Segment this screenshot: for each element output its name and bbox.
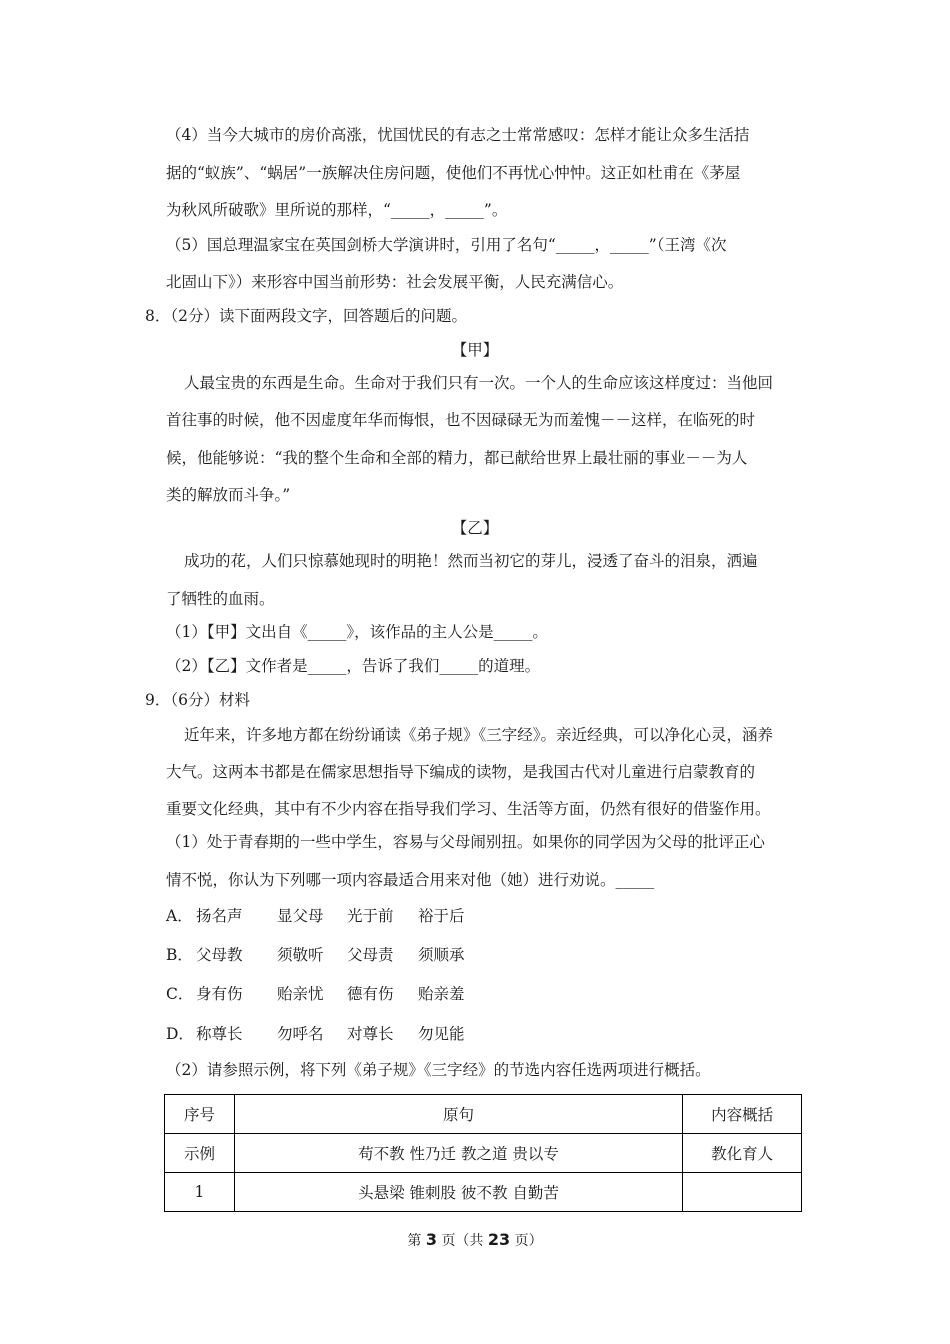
option-letter: B． [166, 946, 193, 964]
option-phrase: 身有伤 [196, 985, 243, 1003]
option-phrase: 勿呼名 [277, 1025, 324, 1043]
footer-page-number: 3 [425, 1230, 437, 1249]
option-phrase: 对尊长 [347, 1025, 394, 1043]
table-row [165, 1134, 802, 1173]
option-phrase: 裕于后 [418, 907, 465, 925]
option-phrase: 贻亲忧 [277, 985, 324, 1003]
option-phrase: 德有伤 [347, 985, 394, 1003]
q8-jia-title: 【甲】 [451, 341, 499, 359]
option-letter: C． [166, 985, 194, 1003]
page-footer [0, 1230, 950, 1250]
q7-sub4-line2: 据的“蚁族”、“蜗居”一族解决住房问题，使他们不再忧心忡忡。这正如杜甫在《茅屋 [166, 164, 741, 182]
footer-text: 页） [514, 1233, 543, 1249]
q9-sub1-line2: 情不悦，你认为下列哪一项内容最适合用来对他（她）进行劝说。_____ [166, 871, 655, 889]
q9-material-line3: 重要文化经典，其中有不少内容在指导我们学习、生活等方面，仍然有很好的借鉴作用。 [166, 800, 771, 818]
q7-sub5-line1: （5）国总理温家宝在英国剑桥大学演讲时，引用了名句“_____，_____”（王湾《次 [166, 236, 727, 254]
option-phrase: 扬名声 [196, 907, 243, 925]
option-phrase: 父母责 [347, 946, 394, 964]
q9-sub1-line1: （1）处于青春期的一些中学生，容易与父母闹别扭。如果你的同学因为父母的批评正心 [166, 833, 765, 851]
footer-total-pages: 23 [487, 1230, 511, 1249]
q8-yi-line1: 成功的花，人们只惊慕她现时的明艳！然而当初它的芽儿，浸透了奋斗的泪泉，洒遍 [184, 552, 758, 570]
footer-text: 第 [407, 1233, 422, 1249]
q8-jia-line4: 类的解放而斗争。” [166, 486, 291, 504]
q9-stem: 9．（6分）材料 [145, 691, 250, 709]
q8-jia-line1: 人最宝贵的东西是生命。生命对于我们只有一次。一个人的生命应该这样度过：当他回 [184, 374, 774, 392]
q9-sub2: （2）请参照示例，将下列《弟子规》《三字经》的节选内容任选两项进行概括。 [166, 1061, 711, 1079]
option-phrase: 显父母 [277, 907, 324, 925]
option-phrase: 须敬听 [277, 946, 324, 964]
table-header-row [165, 1095, 802, 1134]
table-row [165, 1173, 802, 1212]
q8-jia-line2: 首往事的时候，他不因虚度年华而悔恨，也不因碌碌无为而羞愧－－这样，在临死的时 [166, 411, 756, 429]
summary-table [164, 1094, 802, 1212]
option-phrase: 勿见能 [418, 1025, 465, 1043]
table-cell: 苟不教 性乃迁 教之道 贵以专 [234, 1134, 682, 1173]
q8-yi-title: 【乙】 [451, 519, 499, 537]
q8-yi-line2: 了牺牲的血雨。 [166, 590, 275, 608]
table-cell: 教化育人 [683, 1134, 802, 1173]
q8-sub2: （2）【乙】文作者是_____，告诉了我们_____的道理。 [166, 657, 541, 675]
option-letter: D． [166, 1025, 194, 1043]
option-phrase: 称尊长 [196, 1025, 243, 1043]
q7-sub5-line2: 北固山下》）来形容中国当前形势：社会发展平衡，人民充满信心。 [166, 273, 624, 291]
option-letter: A． [166, 907, 193, 925]
footer-text: 页（共 [441, 1233, 484, 1249]
option-phrase: 父母教 [196, 946, 243, 964]
table-header: 内容概括 [683, 1095, 802, 1134]
table-cell: 示例 [165, 1134, 235, 1173]
option-phrase: 光于前 [347, 907, 394, 925]
q8-jia-line3: 候，他能够说：“我的整个生命和全部的精力，都已献给世界上最壮丽的事业－－为人 [166, 449, 748, 467]
q9-material-line1: 近年来，许多地方都在纷纷诵读《弟子规》《三字经》。亲近经典，可以净化心灵，涵养 [184, 726, 774, 744]
table-cell: 头悬梁 锥刺股 彼不教 自勤苦 [234, 1173, 682, 1212]
table-cell[interactable] [683, 1173, 802, 1212]
q8-stem: 8．（2分）读下面两段文字，回答题后的问题。 [145, 307, 467, 325]
q8-sub1: （1）【甲】文出自《_____》，该作品的主人公是_____。 [166, 623, 548, 641]
table-cell: 1 [165, 1173, 235, 1212]
option-phrase: 贻亲羞 [418, 985, 465, 1003]
option-phrase: 须顺承 [418, 946, 465, 964]
q9-material-line2: 大气。这两本书都是在儒家思想指导下编成的读物，是我国古代对儿童进行启蒙教育的 [166, 763, 756, 781]
table-header: 原句 [234, 1095, 682, 1134]
table-header: 序号 [165, 1095, 235, 1134]
q7-sub4-line3: 为秋风所破歌》里所说的那样，“_____，_____”。 [166, 201, 508, 219]
q7-sub4-line1: （4）当今大城市的房价高涨，忧国忧民的有志之士常常感叹：怎样才能让众多生活拮 [166, 126, 750, 144]
